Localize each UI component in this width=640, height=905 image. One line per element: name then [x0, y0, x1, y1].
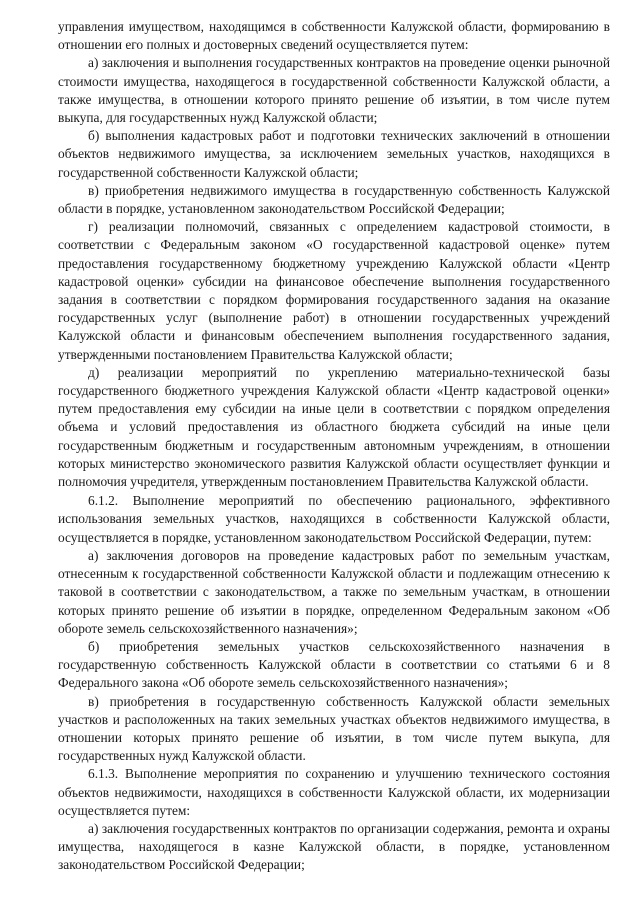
paragraph-6-1-1-v: в) приобретения недвижимого имущества в государственную собственность Калужской области в порядке, установленном законодательством Российской Федерации;: [58, 182, 610, 217]
paragraph-6-1-3-a: а) заключения государственных контрактов по организации содержания, ремонта и охраны имущества, находящегося в казне Калужской области, в порядке, установленном законодательством Российской Федерации;: [58, 820, 610, 873]
paragraph-intro-continuation: управления имуществом, находящимся в собственности Калужской области, формированию в отношении его полных и достоверных сведений осуществляется путем:: [58, 19, 610, 53]
paragraph-6-1-2: 6.1.2. Выполнение мероприятий по обеспечению рационального, эффективного использования земельных участков, находящихся в собственности Калужской области, осуществляется в порядке, установленном законодательством Российской Федерации, путем:: [58, 493, 610, 545]
paragraph-6-1-2-b: б) приобретения земельных участков сельскохозяйственного назначения в государственную собственность Калужской области в соответствии со статьями 6 и 8 Федерального закона «Об обороте земель сельскохозяйственного назначения»;: [58, 638, 610, 691]
paragraph-6-1-2-v: в) приобретения в государственную собственность Калужской области земельных участков и расположенных на таких земельных участках объектов недвижимого имущества, в отношении которых принято решение об изъятии, в том числе путем выкупа, для государственных нужд Калужской области.: [58, 693, 610, 764]
paragraph-6-1-2-a: а) заключения договоров на проведение кадастровых работ по земельным участкам, отнесенным к государственной собственности Калужской области и подлежащим отнесению к таковой в соответствии с законодательством, а также по земельным участкам, в отношении которых принято решение об изъятии в порядке, определенном Федеральным законом «Об обороте земель сельскохозяйственного назначения»;: [58, 547, 610, 636]
paragraph-6-1-1-g: г) реализации полномочий, связанных с определением кадастровой стоимости, в соответствии с Федеральным законом «О государственной кадастровой оценке» путем предоставления государственному бюджетному учреждению Калужской области «Центр кадастровой оценки» субсидии на финансовое обеспечение выполнения государственного задания в соответствии с порядком формирования государственного задания на оказание государственных услуг (выполнение работ) в отношении государственных учреждений Калужской области и финансовым обеспечением выполнения государственного задания, утвержденными постановлением Правительства Калужской области;: [58, 219, 610, 362]
paragraph-6-1-3: 6.1.3. Выполнение мероприятия по сохранению и улучшению технического состояния объектов недвижимости, находящихся в собственности Калужской области, их модернизации осуществляется путем:: [58, 766, 610, 818]
paragraph-6-1-1-b: б) выполнения кадастровых работ и подготовки технических заключений в отношении объектов недвижимого имущества, за исключением земельных участков, находящихся в государственной собственности Калужской области;: [58, 128, 610, 180]
paragraph-6-1-1-a: а) заключения и выполнения государственных контрактов на проведение оценки рыночной стоимости имущества, находящегося в государственной собственности Калужской области, а также имущества, в отношении которого принято решение об изъятии, в том числе путем выкупа, для государственных нужд Калужской области;: [58, 55, 610, 126]
document-page: [58, 18, 610, 875]
paragraph-6-1-1-d: д) реализации мероприятий по укреплению материально-технической базы государственного бюджетного учреждения Калужской области «Центр кадастровой оценки» путем предоставления ему субсидии на иные цели в соответствии с порядком определения объема и условий предоставления из областного бюджета субсидий на иные цели государственным бюджетным и государственным автономным учреждениям, в отношении которых министерство экономического развития Калужской области осуществляет функции и полномочия учредителя, утвержденным постановлением Правительства Калужской области.: [58, 364, 610, 490]
